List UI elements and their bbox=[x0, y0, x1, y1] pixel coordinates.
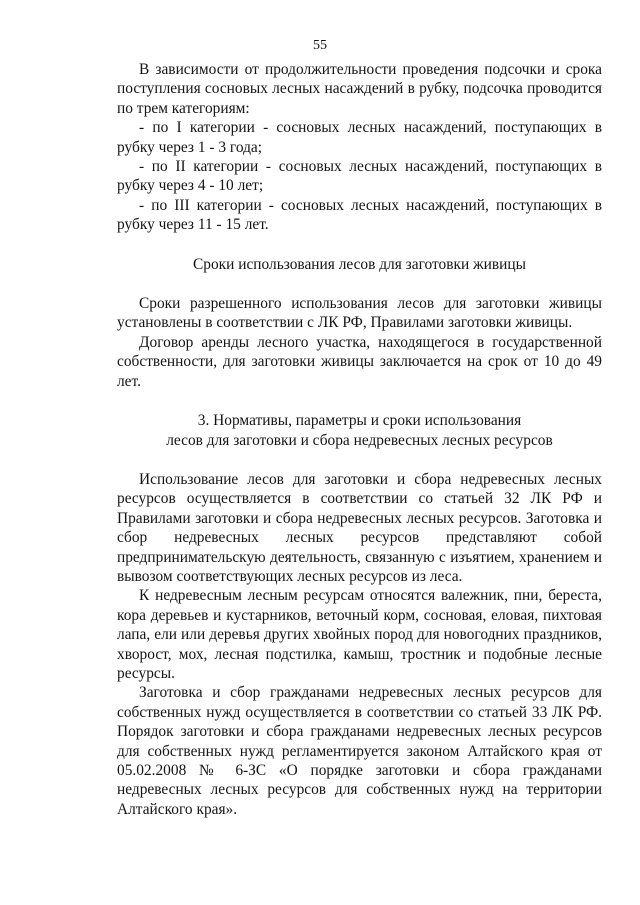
non-timber-paragraph-3: Заготовка и сбор гражданами недревесных лесных ресурсов для собственных нужд осуществляется в соответствии со статьей 33 ЛК РФ. Порядок заготовки и сбора гражданами недревесных лесных ресурсов для собственных нужд регламентируется законом Алтайского края от 05.02.2008 № 6-ЗС «О порядке заготовки и сбора гражданами недревесных лесных ресурсов для собственных нужд на территории Алтайского края». bbox=[117, 684, 602, 818]
non-timber-paragraph-1: Использование лесов для заготовки и сбора недревесных лесных ресурсов осуществляется в соответствии со статьей 32 ЛК РФ и Правилами заготовки и сбора недревесных лесных ресурсов. Заготовка и сбор недревесных лесных ресурсов представляют собой предпринимательскую деятельность, связанную с изъятием, хранением и вывозом соответствующих лесных ресурсов из леса. bbox=[117, 470, 602, 585]
section-heading-non-timber-line2: лесов для заготовки и сбора недревесных лесных ресурсов bbox=[166, 431, 553, 449]
resin-paragraph-1: Сроки разрешенного использования лесов для заготовки живицы установлены в соответствии с ЛК РФ, Правилами заготовки живицы. bbox=[117, 295, 602, 332]
document-body bbox=[117, 60, 602, 819]
section-heading-non-timber-line1: 3. Нормативы, параметры и сроки использования bbox=[197, 412, 522, 430]
resin-paragraph-2: Договор аренды лесного участка, находящегося в государственной собственности, для заготовки живицы заключается на срок от 10 до 49 лет. bbox=[117, 333, 602, 390]
intro-paragraph: В зависимости от продолжительности проведения подсочки и срока поступления сосновых лесных насаждений в рубку, подсочка проводится по трем категориям: bbox=[117, 61, 602, 117]
section-heading-resin: Сроки использования лесов для заготовки живицы bbox=[193, 255, 526, 273]
category-item-2: - по II категории - сосновых лесных насаждений, поступающих в рубку через 4 - 10 лет; bbox=[117, 158, 602, 195]
category-item-1: - по I категории - сосновых лесных насаждений, поступающих в рубку через 1 - 3 года; bbox=[117, 119, 602, 156]
non-timber-paragraph-2: К недревесным лесным ресурсам относятся валежник, пни, береста, кора деревьев и кустарников, веточный корм, сосновая, еловая, пихтовая лапа, ели или деревья других хвойных пород для новогодних праздников, хворост, мох, лесная подстилка, камыш, тростник и подобные лесные ресурсы. bbox=[117, 587, 602, 682]
category-item-3: - по III категории - сосновых лесных насаждений, поступающих в рубку через 11 - 15 лет. bbox=[117, 196, 602, 234]
page-number: 55 bbox=[313, 38, 327, 53]
